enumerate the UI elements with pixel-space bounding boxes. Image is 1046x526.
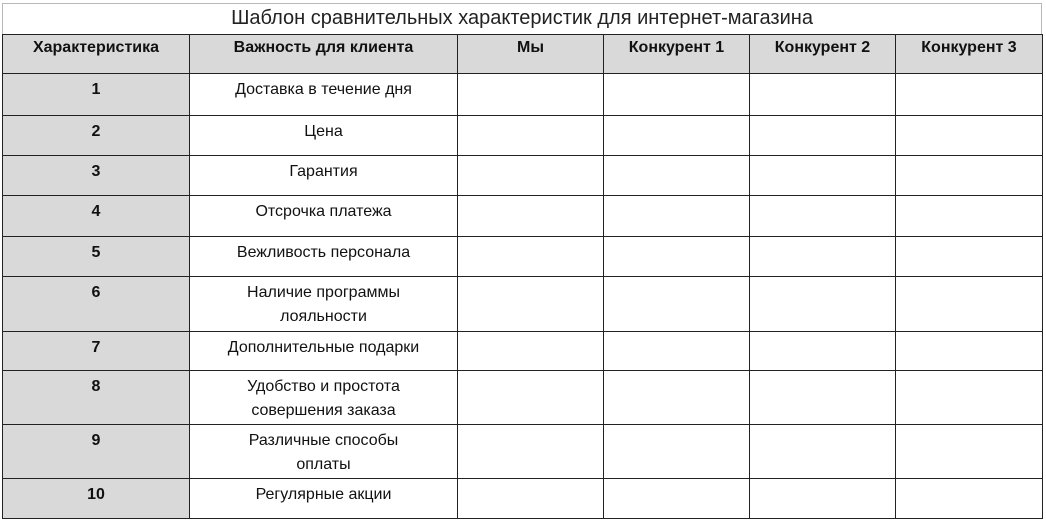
cell-competitor-2[interactable] — [750, 237, 896, 277]
table-row — [3, 332, 1043, 371]
cell-competitor-3[interactable] — [896, 277, 1043, 332]
cell-competitor-2[interactable] — [750, 156, 896, 196]
row-number: 10 — [3, 479, 190, 519]
table-row — [3, 277, 1043, 332]
label-line: Различные способы — [248, 432, 399, 449]
cell-competitor-1[interactable] — [604, 196, 750, 237]
row-number: 3 — [3, 156, 190, 196]
row-number: 5 — [3, 237, 190, 277]
row-number: 2 — [3, 116, 190, 156]
cell-us[interactable] — [458, 332, 604, 371]
cell-competitor-3[interactable] — [896, 156, 1043, 196]
cell-competitor-1[interactable] — [604, 371, 750, 425]
label-line: оплаты — [296, 456, 351, 473]
cell-us[interactable] — [458, 237, 604, 277]
row-importance-label: Регулярные акции — [190, 479, 458, 519]
cell-us[interactable] — [458, 371, 604, 425]
sheet-title: Шаблон сравнительных характеристик для интернет-магазина — [2, 3, 1042, 34]
cell-competitor-3[interactable] — [896, 371, 1043, 425]
cell-us[interactable] — [458, 116, 604, 156]
label-line: Удобство и простота — [247, 378, 400, 395]
header-row — [3, 35, 1043, 74]
header-competitor-1: Конкурент 1 — [604, 35, 750, 74]
comparison-table — [2, 34, 1043, 519]
row-importance-label: Вежливость персонала — [190, 237, 458, 277]
cell-competitor-1[interactable] — [604, 116, 750, 156]
label-line: Наличие программы — [247, 284, 400, 301]
row-number: 6 — [3, 277, 190, 332]
table-row — [3, 74, 1043, 116]
cell-competitor-1[interactable] — [604, 237, 750, 277]
cell-competitor-2[interactable] — [750, 425, 896, 479]
row-importance-label — [190, 277, 458, 332]
cell-competitor-1[interactable] — [604, 425, 750, 479]
cell-competitor-1[interactable] — [604, 277, 750, 332]
cell-competitor-1[interactable] — [604, 156, 750, 196]
row-number: 9 — [3, 425, 190, 479]
table-row — [3, 237, 1043, 277]
table-row — [3, 371, 1043, 425]
cell-competitor-3[interactable] — [896, 332, 1043, 371]
row-importance-label: Дополнительные подарки — [190, 332, 458, 371]
row-importance-label — [190, 425, 458, 479]
cell-competitor-3[interactable] — [896, 425, 1043, 479]
cell-us[interactable] — [458, 196, 604, 237]
cell-competitor-2[interactable] — [750, 479, 896, 519]
cell-us[interactable] — [458, 74, 604, 116]
cell-us[interactable] — [458, 156, 604, 196]
cell-competitor-3[interactable] — [896, 116, 1043, 156]
cell-competitor-1[interactable] — [604, 479, 750, 519]
cell-competitor-3[interactable] — [896, 196, 1043, 237]
table-row — [3, 196, 1043, 237]
cell-competitor-2[interactable] — [750, 74, 896, 116]
row-importance-label: Гарантия — [190, 156, 458, 196]
cell-us[interactable] — [458, 425, 604, 479]
table-row — [3, 479, 1043, 519]
row-number: 1 — [3, 74, 190, 116]
cell-competitor-1[interactable] — [604, 74, 750, 116]
cell-competitor-2[interactable] — [750, 196, 896, 237]
cell-competitor-3[interactable] — [896, 74, 1043, 116]
row-number: 8 — [3, 371, 190, 425]
table-row — [3, 156, 1043, 196]
cell-competitor-1[interactable] — [604, 332, 750, 371]
header-competitor-2: Конкурент 2 — [750, 35, 896, 74]
cell-competitor-2[interactable] — [750, 277, 896, 332]
cell-competitor-2[interactable] — [750, 116, 896, 156]
header-us: Мы — [458, 35, 604, 74]
row-importance-label — [190, 371, 458, 425]
row-importance-label: Доставка в течение дня — [190, 74, 458, 116]
cell-us[interactable] — [458, 277, 604, 332]
header-importance: Важность для клиента — [190, 35, 458, 74]
row-importance-label: Отсрочка платежа — [190, 196, 458, 237]
cell-competitor-3[interactable] — [896, 479, 1043, 519]
header-characteristic: Характеристика — [3, 35, 190, 74]
cell-competitor-3[interactable] — [896, 237, 1043, 277]
header-competitor-3: Конкурент 3 — [896, 35, 1043, 74]
row-importance-label: Цена — [190, 116, 458, 156]
label-line: лояльности — [280, 308, 367, 325]
table-row — [3, 425, 1043, 479]
cell-competitor-2[interactable] — [750, 332, 896, 371]
cell-competitor-2[interactable] — [750, 371, 896, 425]
table-row — [3, 116, 1043, 156]
row-number: 7 — [3, 332, 190, 371]
label-line: совершения заказа — [251, 402, 396, 419]
cell-us[interactable] — [458, 479, 604, 519]
row-number: 4 — [3, 196, 190, 237]
